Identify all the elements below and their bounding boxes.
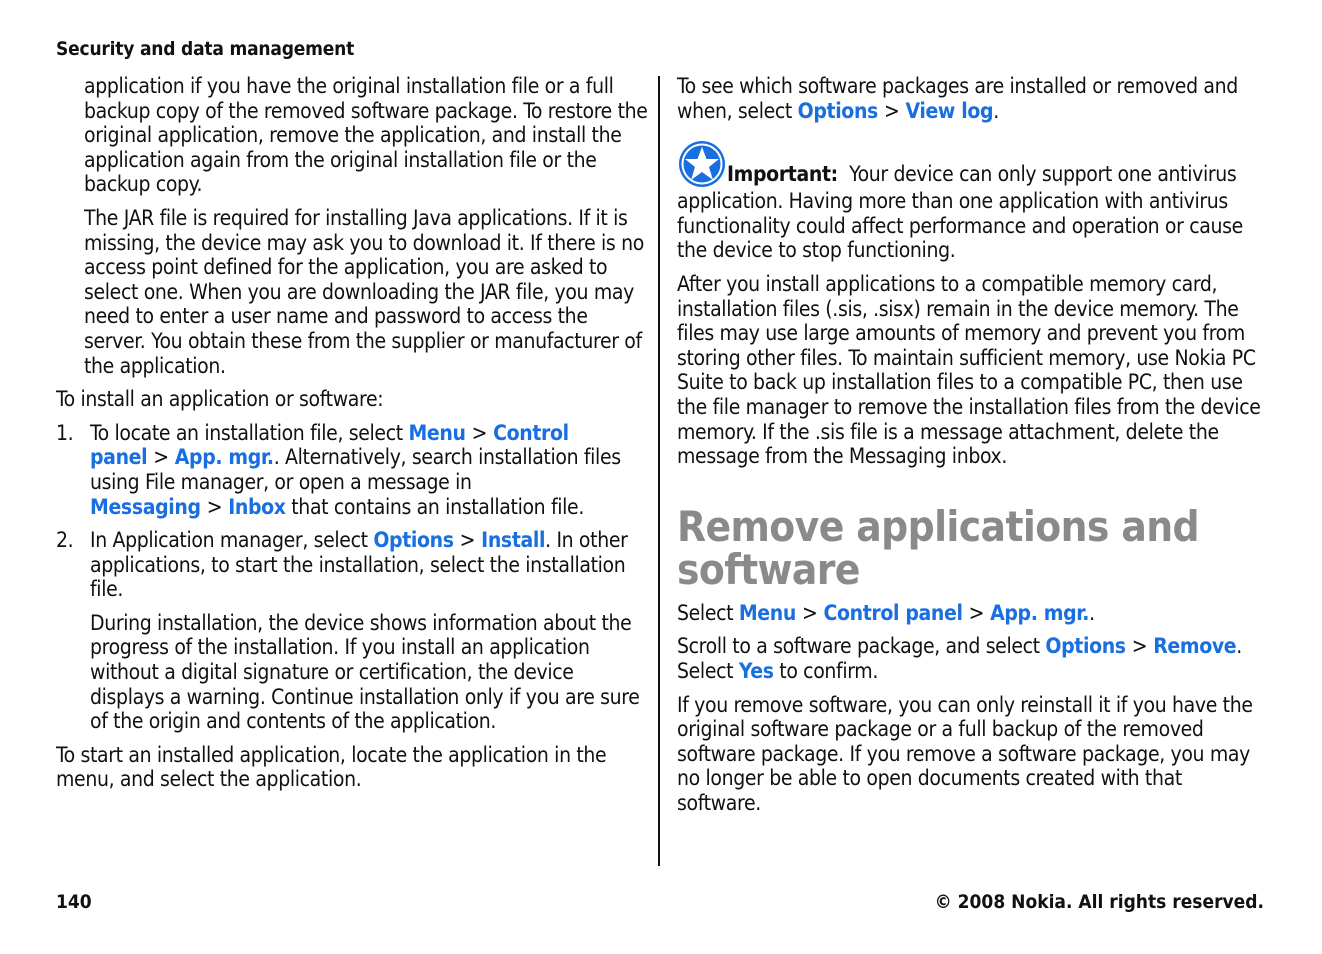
separator: > [1131, 634, 1148, 659]
page-title: Remove applications and software [677, 501, 1200, 594]
right-column [677, 74, 1267, 824]
left-column [56, 74, 648, 801]
separator: > [801, 600, 818, 625]
step-text: that contains an installation file. [285, 494, 584, 519]
column-divider [658, 76, 660, 866]
options-link[interactable]: Options [373, 528, 454, 553]
text: . [993, 98, 999, 123]
copyright: © 2008 Nokia. All rights reserved. [934, 891, 1264, 913]
view-log-link[interactable]: View log [905, 98, 994, 123]
text: Scroll to a software package, and select [677, 634, 1046, 659]
inbox-link[interactable]: Inbox [228, 494, 286, 519]
paragraph-restore: application if you have the original installation file or a full backup copy of the removed software package. To restore the original application, remove the application, and install the application again from the original installation file or the backup copy. [84, 74, 648, 197]
list-item [56, 528, 648, 734]
messaging-link[interactable]: Messaging [90, 494, 201, 519]
separator: > [471, 420, 488, 445]
section-header: Security and data management [56, 38, 355, 60]
control-panel-link[interactable]: Control panel [90, 420, 569, 470]
menu-link[interactable]: Menu [738, 600, 796, 625]
step-subparagraph: During installation, the device shows information about the progress of the installation. If you install an application without a digital signature or certification, the device displays a warning. Continue installation only if you are sure of the origin and contents of the application. [90, 610, 640, 734]
menu-link[interactable]: Menu [408, 420, 466, 445]
paragraph-select [677, 601, 1267, 626]
control-panel-link[interactable]: Control panel [823, 600, 963, 625]
list-item [56, 421, 648, 519]
text: Select [677, 600, 739, 625]
paragraph-scroll [677, 634, 1267, 683]
separator: > [968, 600, 985, 625]
important-label: Important: [727, 162, 838, 187]
paragraph-memory: After you install applications to a compatible memory card, installation files (.sis, .sisx) remain in the device memory. The files may use large amounts of memory and prevent you from storing other files. To maintain sufficient memory, use Nokia PC Suite to back up installation files to a compatible PC, then use the file manager to remove the installation files from the device memory. If the .sis file is a message attachment, delete the message from the Messaging inbox. [677, 271, 1261, 469]
options-link[interactable]: Options [797, 98, 878, 123]
text: To see which software packages are installed or removed and when, select [677, 74, 1238, 123]
paragraph-jar: The JAR file is required for installing Java applications. If it is missing, the device may ask you to download it. If there is no access point defined for the application, you are asked to select one. When you are downloading the JAR file, you may need to enter a user name and password to access the server. You obtain these from the supplier or manufacturer of the application. [84, 205, 644, 378]
step-text: . Alternatively, search installation files using File manager, or open a message in [90, 445, 621, 494]
app-mgr-link[interactable]: App. mgr. [174, 445, 274, 470]
install-link[interactable]: Install [481, 528, 546, 553]
important-note [677, 139, 1267, 263]
step-text: To locate an installation file, select [90, 420, 409, 445]
text: . [1089, 600, 1095, 625]
separator: > [883, 98, 900, 123]
paragraph-reinstall: If you remove software, you can only reinstall it if you have the original software package or a full backup of the removed software package. If you remove a software package, you may no longer be able to open documents created with that software. [677, 692, 1253, 815]
separator: > [206, 494, 223, 519]
step-number: 2. [56, 528, 74, 553]
step-text: In Application manager, select [90, 528, 374, 553]
paragraph-install-intro: To install an application or software: [56, 387, 384, 412]
options-link[interactable]: Options [1045, 634, 1126, 659]
app-mgr-link[interactable]: App. mgr. [990, 600, 1090, 625]
remove-link[interactable]: Remove [1153, 634, 1237, 659]
important-star-icon [677, 139, 727, 189]
step-number: 1. [56, 420, 74, 445]
important-text: Your device can only support one antivirus application. Having more than one application with antivirus functionality could affect performance and operation or cause the device to stop functioning. [677, 162, 1249, 263]
paragraph-view-log [677, 74, 1267, 123]
text: . Select [677, 634, 1242, 683]
separator: > [153, 445, 169, 470]
separator: > [459, 528, 476, 553]
step-text: . In other applications, to start the installation, select the installation file. [90, 528, 628, 602]
paragraph-start-app: To start an installed application, locate the application in the menu, and select the application. [56, 742, 607, 792]
yes-link[interactable]: Yes [738, 658, 774, 683]
install-steps [56, 421, 648, 734]
page-number: 140 [56, 891, 92, 913]
text: to confirm. [773, 658, 878, 683]
